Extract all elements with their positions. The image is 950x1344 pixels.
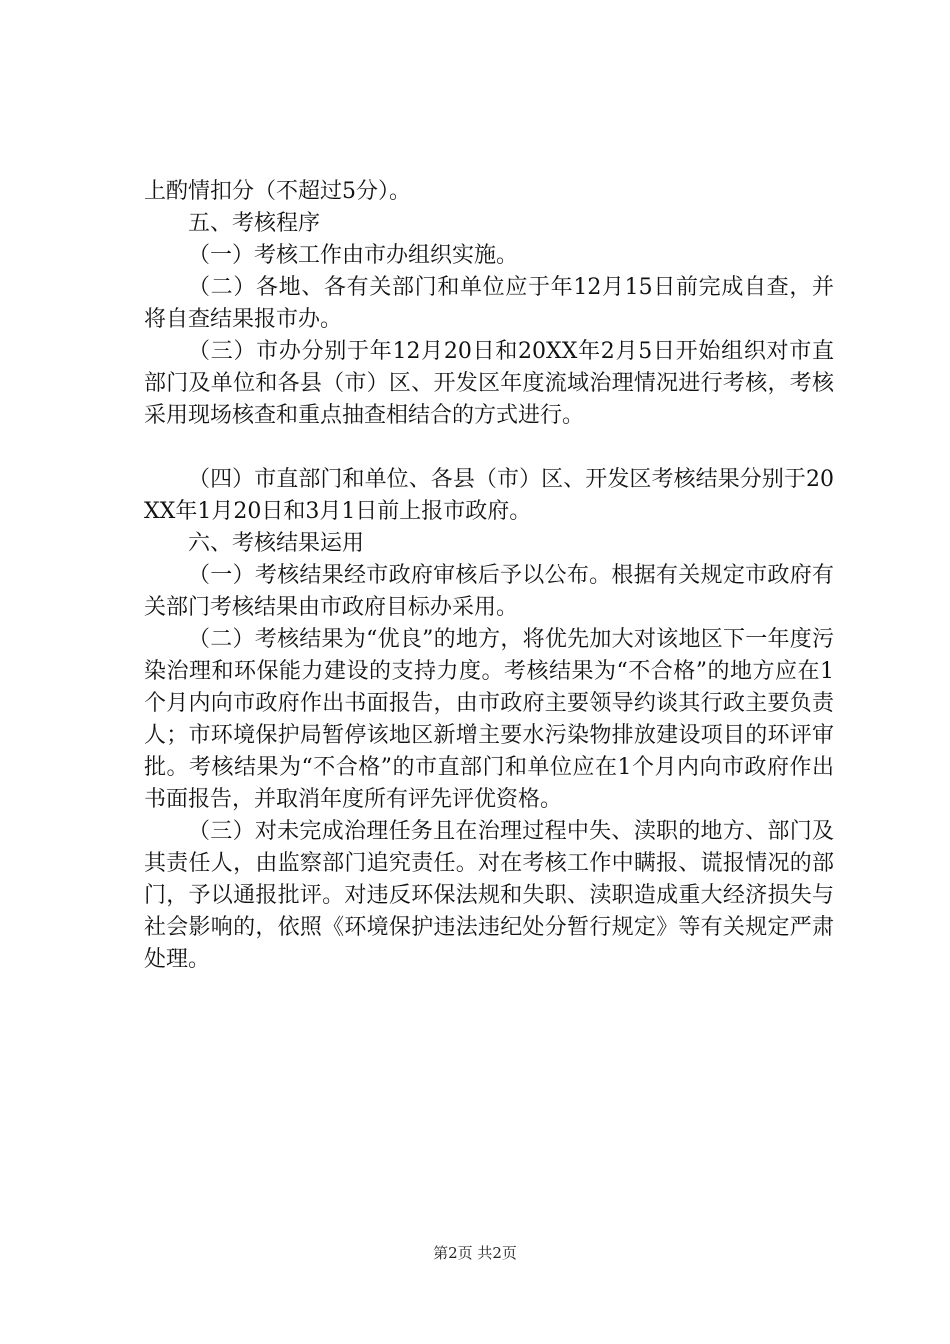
- paragraph-results-1: （一）考核结果经市政府审核后予以公布。根据有关规定市政府有关部门考核结果由市政府目标办采用。: [144, 563, 834, 620]
- section-heading-results: 六、考核结果运用: [188, 531, 365, 556]
- paragraph-continuation: 上酌情扣分（不超过5分）。: [144, 179, 411, 204]
- section-heading-procedure: 五、考核程序: [188, 211, 321, 236]
- paragraph-results-3: （三）对未完成治理任务且在治理过程中失、渎职的地方、部门及其责任人，由监察部门追究责任。对在考核工作中瞒报、谎报情况的部门，予以通报批评。对违反环保法规和失职、渎职造成重大经济损失与社会影响的，依照《环境保护违法违纪处分暂行规定》等有关规定严肃处理。: [144, 819, 834, 972]
- paragraph-procedure-4: （四）市直部门和单位、各县（市）区、开发区考核结果分别于20XX年1月20日和3月1日前上报市政府。: [144, 467, 834, 524]
- page-number-footer: 第2页 共2页: [433, 1244, 517, 1262]
- paragraph-procedure-3: （三）市办分别于年12月20日和20XX年2月5日开始组织对市直部门及单位和各县（市）区、开发区年度流域治理情况进行考核，考核采用现场核查和重点抽查相结合的方式进行。: [144, 339, 834, 428]
- paragraph-procedure-1: （一）考核工作由市办组织实施。: [188, 243, 519, 268]
- document-body: [144, 176, 834, 976]
- paragraph-gap: [144, 432, 834, 464]
- paragraph-results-2: （二）考核结果为“优良”的地方，将优先加大对该地区下一年度污染治理和环保能力建设的支持力度。考核结果为“不合格”的地方应在1个月内向市政府作出书面报告，由市政府主要领导约谈其行政主要负责人；市环境保护局暂停该地区新增主要水污染物排放建设项目的环评审批。考核结果为“不合格”的市直部门和单位应在1个月内向市政府作出书面报告，并取消年度所有评先评优资格。: [144, 627, 834, 812]
- paragraph-procedure-2: （二）各地、各有关部门和单位应于年12月15日前完成自查，并将自查结果报市办。: [144, 275, 834, 332]
